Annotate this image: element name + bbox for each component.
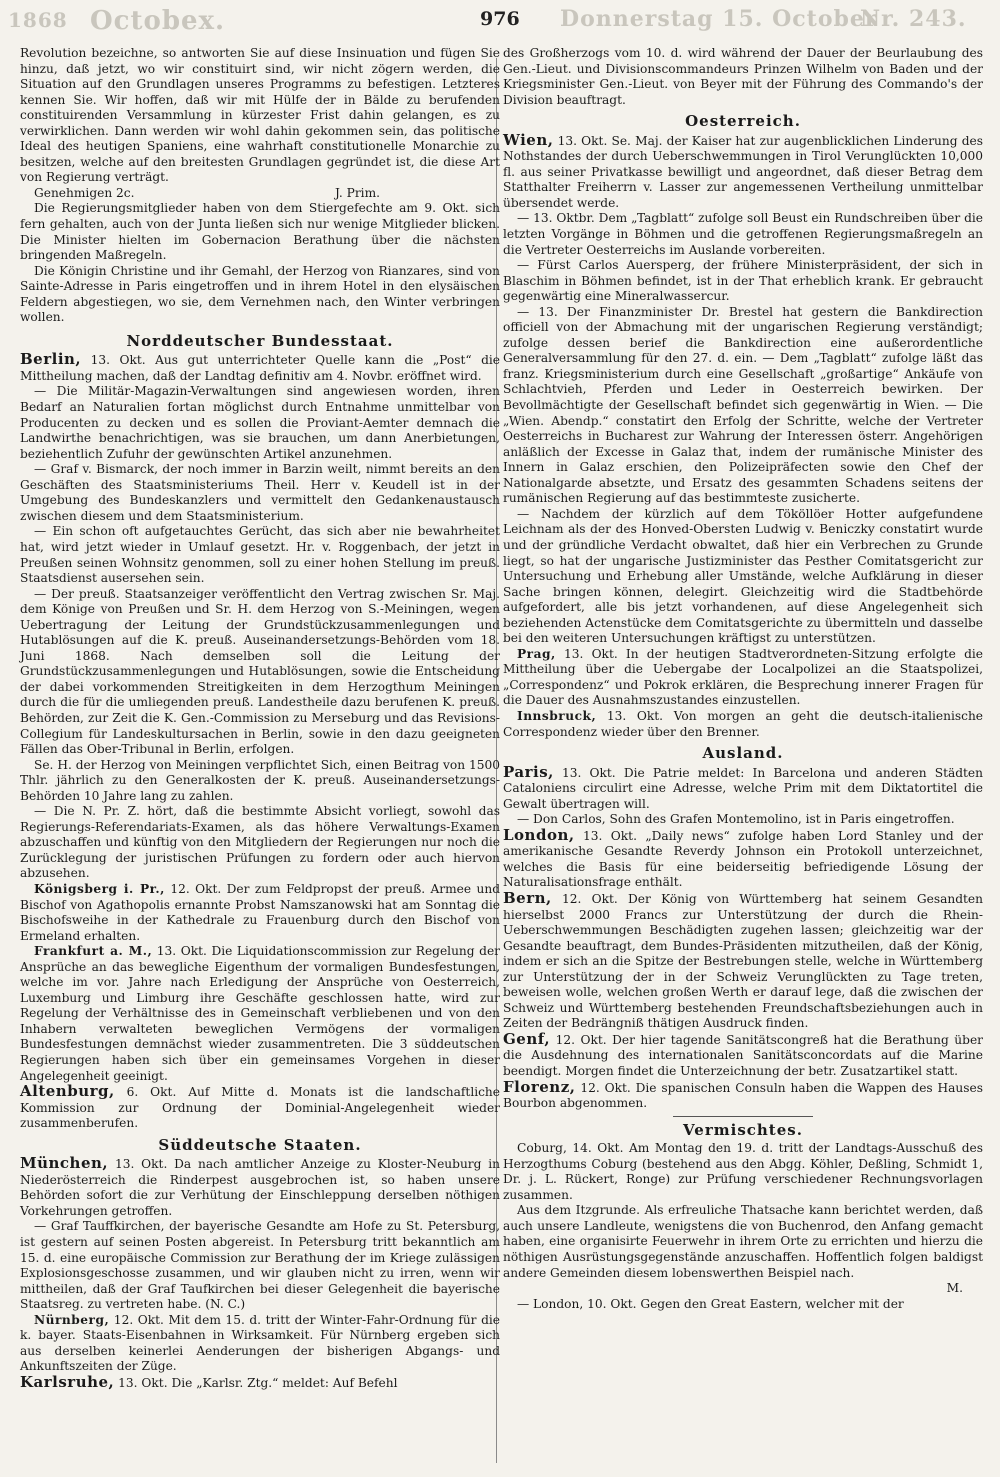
dateline-paragraph xyxy=(20,1313,500,1375)
signature-initial: M. xyxy=(946,1281,963,1296)
dateline-paragraph xyxy=(20,1372,500,1392)
left-column xyxy=(20,46,500,1391)
dateline-place: Florenz, xyxy=(503,1077,576,1096)
dateline-paragraph xyxy=(20,882,500,944)
dateline-text: 13. Okt. Se. Maj. der Kaiser hat zur augenblicklichen Linderung des Nothstandes der durch Ueberschwemmungen in Tirol Verunglückten 10,000 fl. aus seiner Privatkasse bewilligt und angeordnet, daß dieser Betrag dem Statthalter Freiherrn v. Lasser zur angemessenen Vertheilung unmittelbar übersendet werde. xyxy=(503,133,983,210)
article-paragraph: — Graf v. Bismarck, der noch immer in Barzin weilt, nimmt bereits an den Geschäften des Staatsministeriums Theil. Herr v. Keudell ist in der Umgebung des Bundeskanzlers und vermittelt den Gedankenaustausch zwischen diesem und dem Staatsministerium. xyxy=(20,462,500,523)
dateline-place: Altenburg, xyxy=(20,1082,115,1101)
dateline-paragraph xyxy=(503,1029,983,1080)
article-paragraph: Revolution bezeichne, so antworten Sie auf diese Insinuation und fügen Sie hinzu, daß jetzt, wo wir constituirt sind, wir nicht zögern werden, die Situation auf den Grundlagen unseres Programms zu befestigen. Letzteres kennen Sie. Wir hoffen, daß wir mit Hülfe der in Bälde zu berufenden constituirenden Versammlung in kürzester Frist dahin gelangen, es zu verwirklichen. Dann werden wir wohl dahin gekommen sein, das politische Ideal des heutigen Spaniens, eine wahrhaft constitutionelle Monarchie zu besitzen, welche auf den breitesten Grundlagen gegründet ist, die diese Art von Regierung verträgt. xyxy=(20,46,500,185)
section-heading: Vermischtes. xyxy=(683,1120,803,1139)
dateline-text: 12. Okt. Der hier tagende Sanitätscongreß hat die Berathung über die Ausdehnung des internationalen Sanitätsconcordats auf die Marine beendigt. Morgen findet die Unterzeichnung der betr. Zusatzartikel statt. xyxy=(503,1032,983,1078)
dateline-paragraph xyxy=(20,1156,500,1219)
dateline-text: 13. Okt. Von morgen an geht die deutsch-italienische Correspondenz wieder über den Brenner. xyxy=(503,708,983,739)
page-header xyxy=(0,0,1000,42)
article-paragraph: — 13. Oktbr. Dem „Tagblatt“ zufolge soll Beust ein Rundschreiben über die letzten Vorgänge in Böhmen und die getroffenen Regierungsmaßregeln an die Vertreter Oesterreichs im Auslande vorbereiten. xyxy=(503,211,983,257)
dateline-text: 13. Okt. Die Patrie meldet: In Barcelona und anderen Städten Cataloniens circulirt eine Adresse, welche Prim mit dem Diktatortitel die Gewalt übertragen will. xyxy=(503,765,983,811)
dateline-text: 12. Okt. Die spanischen Consuln haben die Wappen des Hauses Bourbon abgenommen. xyxy=(503,1080,983,1111)
dateline-place: Wien, xyxy=(503,130,554,149)
dateline-place: Innsbruck, xyxy=(517,708,597,723)
article-paragraph: Coburg, 14. Okt. Am Montag den 19. d. tritt der Landtags-Ausschuß des Herzogthums Coburg (bestehend aus den Abgg. Köhler, Deßling, Schmidt 1, Dr. j. L. Rückert, Ronge) zur Prüfung verschiedener Rechnungsvorlagen zusammen. xyxy=(503,1141,983,1202)
dateline-place: Nürnberg, xyxy=(34,1312,110,1327)
signature-greeting: Genehmigen 2c. xyxy=(34,185,135,200)
article-paragraph: — London, 10. Okt. Gegen den Great Eastern, welcher mit der xyxy=(517,1296,904,1311)
dateline-paragraph xyxy=(503,888,983,1032)
header-faint-issue: Nr. 243. xyxy=(860,6,967,32)
article-paragraph: — Fürst Carlos Auersperg, der frühere Ministerpräsident, der sich in Blaschim in Böhmen befindet, ist in der That erheblich krank. Er gebraucht gegenwärtig eine Mineralwassercur. xyxy=(503,258,983,304)
section-heading: Norddeutscher Bundesstaat. xyxy=(126,331,394,350)
signature-line xyxy=(20,186,500,202)
article-paragraph: des Großherzogs vom 10. d. wird während der Dauer der Beurlaubung des Gen.-Lieut. und Divisionscommandeurs Prinzen Wilhelm von Baden und der Kriegsminister Gen.-Lieut. von Beyer mit der Führung des Commando's der Division beauftragt. xyxy=(503,46,983,107)
dateline-place: Prag, xyxy=(517,646,556,661)
right-column xyxy=(503,46,983,1312)
dateline-paragraph xyxy=(503,1077,983,1112)
article-paragraph: — Graf Tauffkirchen, der bayerische Gesandte am Hofe zu St. Petersburg, ist gestern auf seinen Posten abgereist. In Petersburg tritt bekanntlich am 15. d. eine europäische Commission zur Berathung der im Kriege zulässigen Explosionsgeschosse zusammen, und wir glauben nicht zu irren, wenn wir mittheilen, daß der Graf Taufkirchen bei dieser Gelegenheit die bayerische Staatsreg. zu vertreten habe. (N. C.) xyxy=(20,1219,500,1312)
dateline-text: 6. Okt. Auf Mitte d. Monats ist die landschaftliche Kommission zur Ordnung der Dominial-Angelegenheit wieder zusammenberufen. xyxy=(20,1085,500,1131)
header-faint-month: Octobex. xyxy=(90,6,226,36)
section-heading: Süddeutsche Staaten. xyxy=(158,1135,362,1154)
article-paragraph: Aus dem Itzgrunde. Als erfreuliche Thatsache kann berichtet werden, daß auch unsere Landleute, wenigstens die von Buchenrod, den Anfang gemacht haben, eine organisirte Feuerwehr in ihrem Orte zu errichten und hierzu die nöthigen Ausrüstungsgegenstände anzuschaffen. Hoffentlich folgen baldigst andere Gemeinden diesem lobenswerthen Beispiel nach. xyxy=(503,1203,983,1280)
dateline-paragraph xyxy=(20,1084,500,1132)
dateline-text: 12. Okt. Der zum Feldpropst der preuß. Armee und Bischof von Agathopolis ernannte Probst Namszanowski hat am Sonntag die Bischofsweihe in der Kathedrale zu Frauenburg durch den Bischof von Ermeland erhalten. xyxy=(20,881,500,943)
dateline-text: 13. Okt. Die Liquidationscommission zur Regelung der Ansprüche an das bewegliche Eigenthum der vormaligen Bundesfestungen, welche im vor. Jahre nach Erledigung der Ansprüche von Oesterreich, Luxemburg und Limburg ihre Geschäfte geschlossen hatte, wird zur Regelung der Verhältnisse des in Gemeinschaft verbliebenen und von den Inhabern verwalteten beweglichen Vermögens der vormaligen Bundesfestungen demnächst wieder zusammentreten. Die 3 süddeutschen Regierungen haben sich über ein gemeinsames Vorgehen in dieser Angelegenheit geeinigt. xyxy=(20,944,500,1083)
dateline-text: 12. Okt. Mit dem 15. d. tritt der Winter-Fahr-Ordnung für die k. bayer. Staats-Eisenbahnen in Wirksamkeit. Für Nürnberg ergeben sich aus derselben keinerlei Aenderungen der bisherigen Abgangs- und Ankunftszeiten der Züge. xyxy=(20,1312,500,1374)
dateline-paragraph xyxy=(20,944,500,1084)
dateline-place: München, xyxy=(20,1154,109,1173)
dateline-paragraph xyxy=(503,130,983,212)
dateline-place: Bern, xyxy=(503,888,552,907)
article-paragraph: — Die N. Pr. Z. hört, daß die bestimmte Absicht vorliegt, sowohl das Regierungs-Referendariats-Examen, als das höhere Verwaltungs-Examen abzuschaffen und künftig von den Mitgliedern der Regierungen nur noch die Zurücklegung der juristischen Prüfungen zu fordern oder auch hiervon abzusehen. xyxy=(20,804,500,881)
article-paragraph: Se. H. der Herzog von Meiningen verpflichtet Sich, einen Beitrag von 1500 Thlr. jährlich zu den Generalkosten der K. preuß. Auseinandersetzungs-Behörden 10 Jahre lang zu zahlen. xyxy=(20,757,500,803)
dateline-text: 13. Okt. Aus gut unterrichteter Quelle kann die „Post“ die Mittheilung machen, daß der Landtag definitiv am 4. Novbr. eröffnet wird. xyxy=(20,353,500,383)
dateline-paragraph xyxy=(503,825,983,891)
dateline-paragraph xyxy=(503,762,983,813)
dateline-place: Karlsruhe, xyxy=(20,1372,115,1391)
dateline-place: Frankfurt a. M., xyxy=(34,944,153,959)
article-paragraph: — Die Militär-Magazin-Verwaltungen sind angewiesen worden, ihren Bedarf an Naturalien fortan möglichst durch Entnahme unmittelbar von Producenten zu decken und es sollen die Proviant-Aemter demnach die Landwirthe benachrichtigen, was sie brauchen, um dann Anerbietungen, beziehentlich Zufuhr der gewünschten Artikel anzunehmen. xyxy=(20,384,500,461)
dateline-text: 13. Okt. In der heutigen Stadtverordneten-Sitzung erfolgte die Mittheilung über die Uebergabe der Localpolizei an die Staatspolizei, „Correspondenz“ und Pokrok erklären, die Besprechung innerer Fragen für die Dauer des Ausnahmszustandes einzustellen. xyxy=(503,646,983,708)
section-heading: Oesterreich. xyxy=(685,112,801,131)
section-heading: Ausland. xyxy=(702,744,784,763)
dateline-text: 13. Okt. Da nach amtlicher Anzeige zu Kloster-Neuburg in Niederösterreich die Rinderpest ausgebrochen ist, so haben unsere Behörden sofort die zur Verhütung der Einschleppung derselben nöthigen Vorkehrungen getroffen. xyxy=(20,1157,500,1218)
dateline-place: London, xyxy=(503,825,575,844)
dateline-paragraph xyxy=(503,647,983,709)
dateline-place: Berlin, xyxy=(20,350,82,369)
dateline-place: Genf, xyxy=(503,1029,551,1048)
dateline-text: 12. Okt. Der König von Württemberg hat seinem Gesandten hierselbst 2000 Francs zur Unterstützung der durch die Rhein-Ueberschwemmungen Beschädigten zugehen lassen; gleichzeitig war der Gesandte beauftragt, dem Bundes-Präsidenten mitzutheilen, daß der König, indem er sich an die Spitze der Bestrebungen stelle, welche in Württemberg zur Unterstützung der in der Schweiz Verunglückten zu Tage treten, beweisen wolle, welchen großen Werth er darauf lege, daß die zwischen der Schweiz und Württemberg bestehenden Freundschaftsbeziehungen auch in Zeiten der Bedrängniß thätigen Ausdruck finden. xyxy=(503,891,983,1031)
page-number: 976 xyxy=(480,8,520,30)
dateline-text: 13. Okt. Die „Karlsr. Ztg.“ meldet: Auf Befehl xyxy=(114,1375,398,1390)
header-faint-year: 1868 xyxy=(8,8,68,32)
header-faint-date: Donnerstag 15. October xyxy=(560,6,878,32)
article-paragraph: — Don Carlos, Sohn des Grafen Montemolino, ist in Paris eingetroffen. xyxy=(517,812,955,827)
article-paragraph: — Ein schon oft aufgetauchtes Gerücht, das sich aber nie bewahrheitet hat, wird jetzt wieder in Umlauf gesetzt. Hr. v. Roggenbach, der jetzt in Preußen seinen Wohnsitz genommen, soll zu einer hohen Stellung im preuß. Staatsdienst ausersehen sein. xyxy=(20,524,500,586)
section-rule xyxy=(673,1116,813,1117)
article-paragraph: — 13. Der Finanzminister Dr. Brestel hat gestern die Bankdirection officiell von der Abmachung mit der ungarischen Regierung verständigt; zufolge dessen berief die Bankdirection eine außerordentliche Generalversammlung für den 27. d. ein. — Dem „Tagblatt“ zufolge läßt das franz. Kriegsministerium durch eine Gesellschaft „großartige“ Ankäufe von Schlachtvieh, Pferden und Leder in Oesterreich bewirken. Der Bevollmächtigte der Gesellschaft befindet sich gegenwärtig in Wien. — Die „Wien. Abendp.“ constatirt den Erfolg der Schritte, welche der Vertreter Oesterreichs in Bucharest zur Wahrung der Interessen österr. Angehörigen anläßlich der Excesse in Galaz that, indem der rumänische Minister des Innern in Galaz erschien, den Polizeipräfecten sowie den Chef der Nationalgarde absetzte, und Ersatz des gesammten Schadens seitens der rumänischen Regierung auf das bestimmteste zusicherte. xyxy=(503,304,983,506)
dateline-text: 13. Okt. „Daily news“ zufolge haben Lord Stanley und der amerikanische Gesandte Reverdy Johnson ein Protokoll unterzeichnet, welches die Basis für eine beiderseitig befriedigende Lösung der Naturalisationsfrage enthält. xyxy=(503,828,983,890)
dateline-paragraph xyxy=(503,709,983,740)
article-paragraph: — Nachdem der kürzlich auf dem Tököllöer Hotter aufgefundene Leichnam als der des Honved-Obersten Ludwig v. Beniczky constatirt wurde und der gründliche Verdacht obwaltet, daß hier ein Verbrechen zu Grunde liegt, so hat der ungarische Justizminister das Pesther Comitatsgericht zur Untersuchung und Erhebung aller Umstände, welche Aufklärung in dieser Sache bringen können, delegirt. Gleichzeitig wird die Stadtbehörde aufgefordert, alle bis jetzt vorhandenen, auf diese Angelegenheit sich beziehenden Actenstücke dem Comitatsgerichte zu übermitteln und dasselbe bei den weiteren Untersuchungen kräftigst zu unterstützen. xyxy=(503,506,983,646)
signature-name: J. Prim. xyxy=(334,185,380,200)
dateline-paragraph xyxy=(20,352,500,384)
dateline-place: Paris, xyxy=(503,762,554,781)
dateline-place: Königsberg i. Pr., xyxy=(34,881,165,896)
article-paragraph: — Der preuß. Staatsanzeiger veröffentlicht den Vertrag zwischen Sr. Maj. dem Könige von Preußen und Sr. H. dem Herzog von S.-Meiningen, wegen Uebertragung der Leitung der Grundstückzusammenlegungen und Hutablösungen auf die K. preuß. Auseinandersetzungs-Behörden vom 18. Juni 1868. Nach demselben soll die Leitung der Grundstückzusammenlegungen und Hutablösungen, sowie die Entscheidung der dabei vorkommenden Streitigkeiten in dem Herzogthum Meiningen durch die für die umliegenden preuß. Landestheile dazu berufenen K. preuß. Behörden, zur Zeit die K. Gen.-Commission zu Merseburg und das Revisions-Collegium für Landeskultursachen in Berlin, sowie in den dazu geeigneten Fällen das Ober-Tribunal in Berlin, erfolgen. xyxy=(20,586,500,757)
article-paragraph: Die Königin Christine und ihr Gemahl, der Herzog von Rianzares, sind von Sainte-Adresse in Paris eingetroffen und in ihrem Hotel in den elysäischen Feldern abgestiegen, wo sie, dem Vernehmen nach, den Winter verbringen wollen. xyxy=(20,263,500,325)
article-paragraph: Die Regierungsmitglieder haben von dem Stiergefechte am 9. Okt. sich fern gehalten, auch von der Junta ließen sich nur wenige Mitglieder blicken. Die Minister hielten im Gobernacion Berathung über die nächsten bringenden Maßregeln. xyxy=(20,201,500,263)
